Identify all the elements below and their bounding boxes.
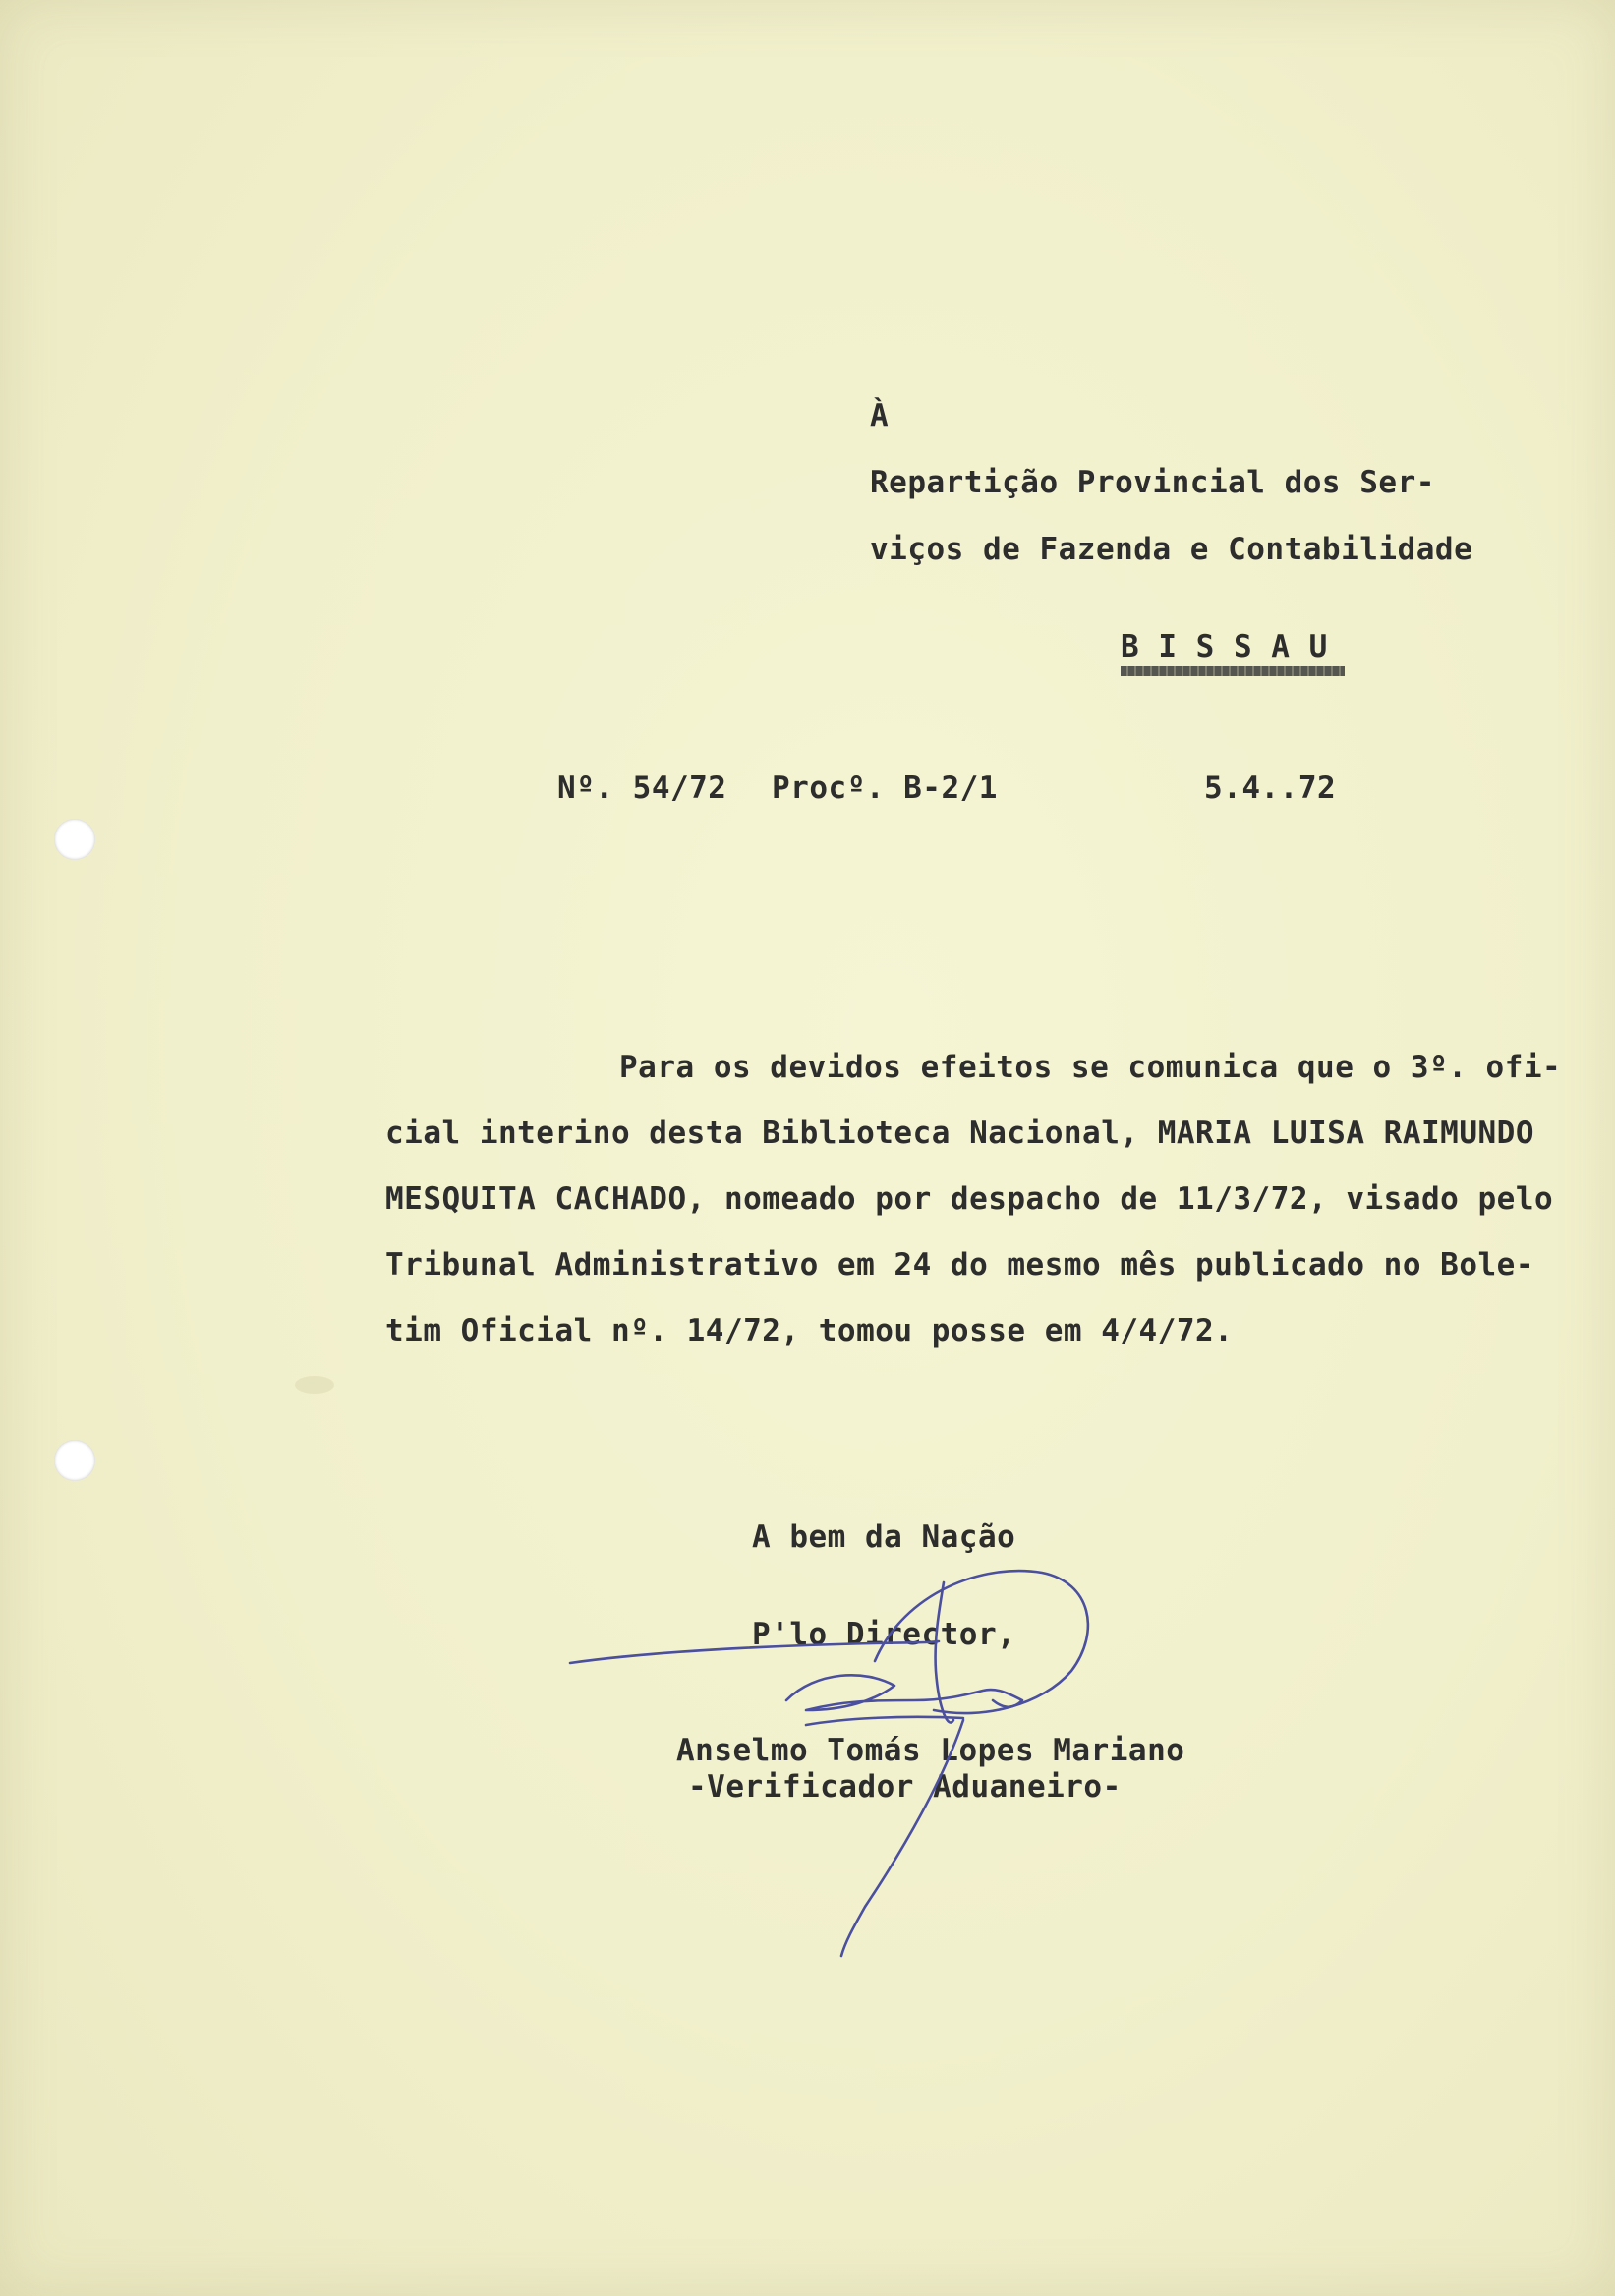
city-underline xyxy=(1121,666,1345,676)
addressee-line-2: viços de Fazenda e Contabilidade xyxy=(870,532,1473,567)
body-line-5: tim Oficial nº. 14/72, tomou posse em 4/4/72. xyxy=(385,1313,1234,1349)
body-line-3: MESQUITA CACHADO, nomeado por despacho de 11/3/72, visado pelo xyxy=(385,1181,1554,1217)
body-line-1: Para os devidos efeitos se comunica que o 3º. ofi- xyxy=(619,1050,1562,1085)
addressee-line-1: Repartição Provincial dos Ser- xyxy=(870,465,1435,500)
reference-process: Procº. B-2/1 xyxy=(772,771,998,806)
paper-stain xyxy=(295,1376,334,1394)
punch-hole-top xyxy=(54,819,95,860)
signatory-name: Anselmo Tomás Lopes Mariano xyxy=(676,1733,1185,1768)
closing-salutation: A bem da Nação xyxy=(752,1520,1016,1555)
handwritten-signature xyxy=(550,1553,1140,1966)
reference-number: Nº. 54/72 xyxy=(557,771,727,806)
signatory-title: -Verificador Aduaneiro- xyxy=(688,1769,1122,1805)
closing-for-director: P'lo Director, xyxy=(752,1617,1016,1652)
punch-hole-bottom xyxy=(54,1440,95,1481)
body-line-2: cial interino desta Biblioteca Nacional, MARIA LUISA RAIMUNDO xyxy=(385,1116,1534,1151)
addressee-prefix: À xyxy=(870,398,890,433)
body-line-4: Tribunal Administrativo em 24 do mesmo mês publicado no Bole- xyxy=(385,1247,1534,1283)
reference-date: 5.4..72 xyxy=(1204,771,1337,806)
addressee-city: B I S S A U xyxy=(1121,629,1328,664)
